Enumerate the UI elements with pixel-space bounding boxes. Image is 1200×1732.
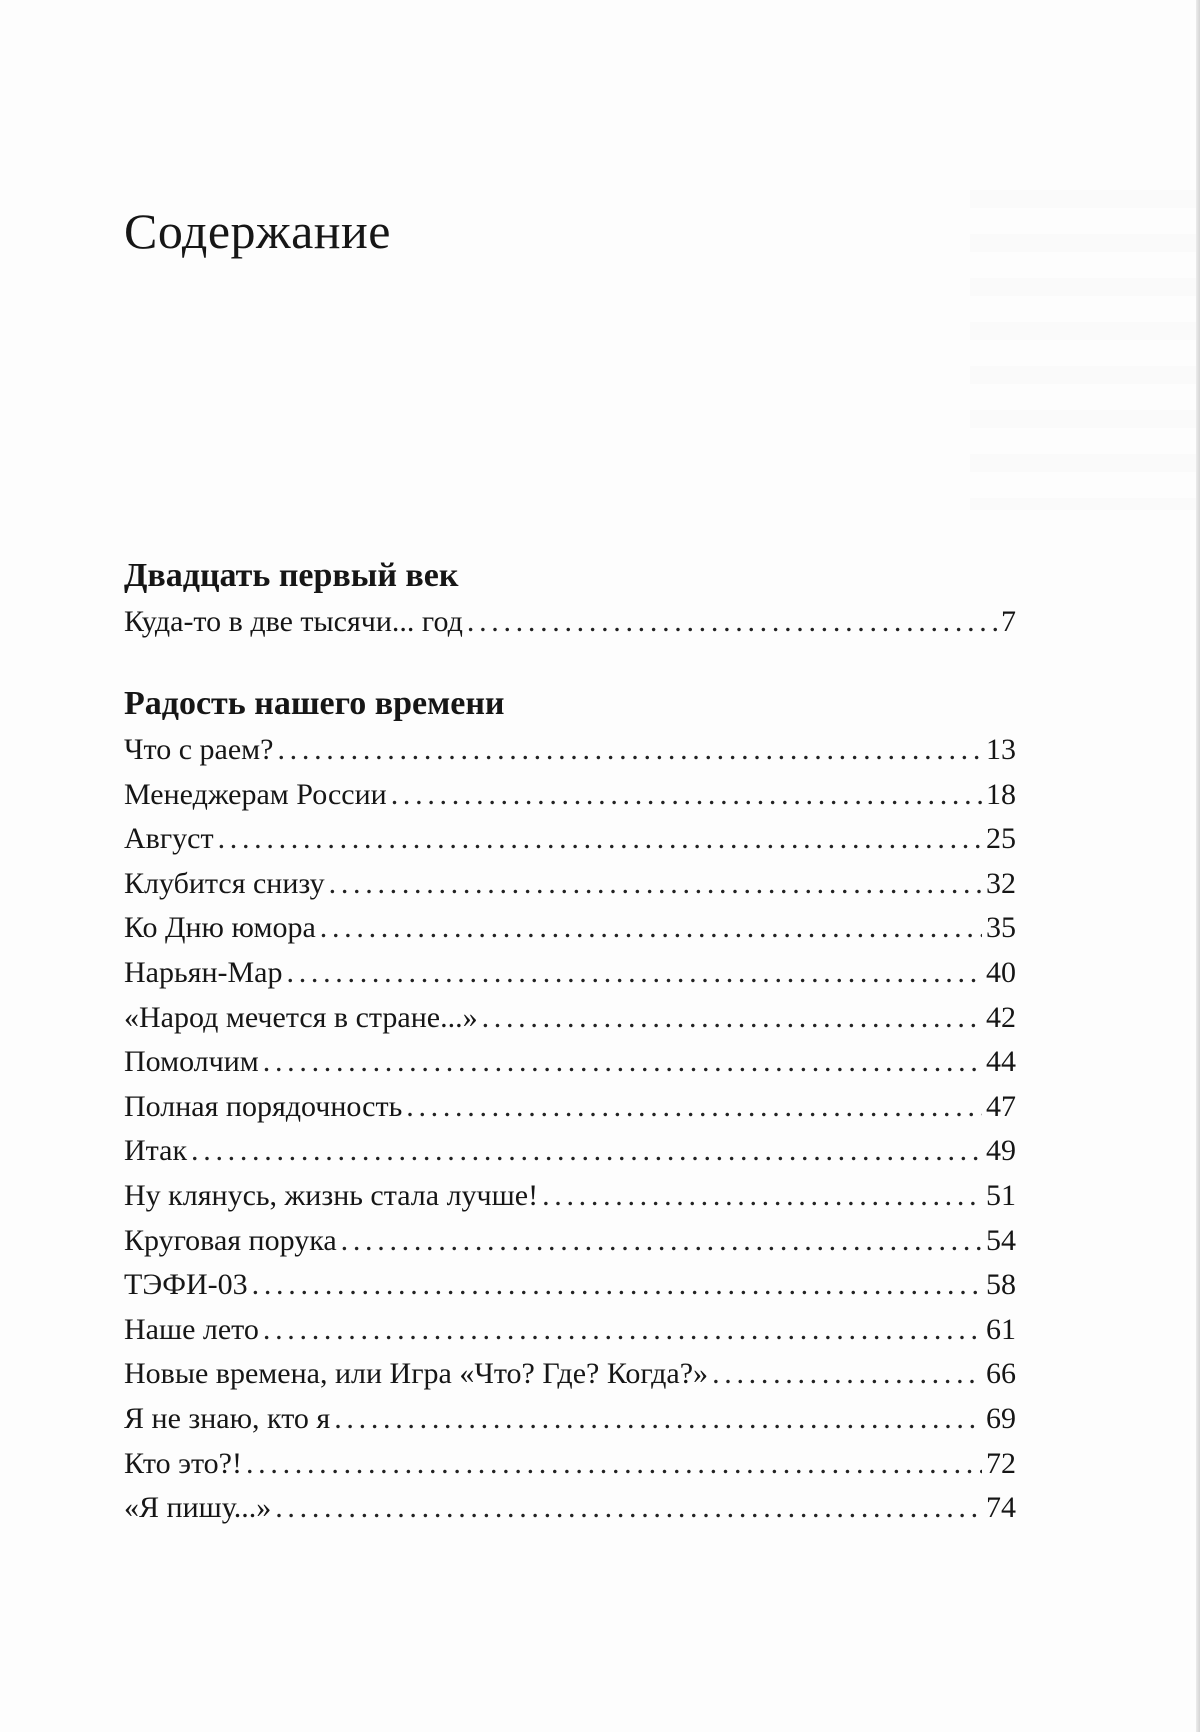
toc-entry-page-number: 69 <box>986 1401 1016 1435</box>
toc-entry <box>124 1352 1016 1397</box>
toc-entry-title: Август <box>124 822 214 856</box>
toc-entry-title: Помолчим <box>124 1045 259 1079</box>
toc-entry <box>124 996 1016 1041</box>
toc-entry-page-number: 58 <box>986 1268 1016 1302</box>
toc-entry-page-number: 18 <box>986 777 1016 811</box>
toc-entries <box>124 600 1016 645</box>
toc-entry <box>124 862 1016 907</box>
toc-entry-page-number: 72 <box>986 1446 1016 1480</box>
toc-entry-page-number: 49 <box>986 1134 1016 1168</box>
toc-entry <box>124 951 1016 996</box>
toc-entry-page-number: 25 <box>986 822 1016 856</box>
bleed-through-texture <box>970 190 1200 510</box>
toc-entry-title: Клубится снизу <box>124 866 325 900</box>
toc-entry-page-number: 66 <box>986 1357 1016 1391</box>
toc-section-1 <box>124 552 1016 645</box>
toc-entry-title: Ну клянусь, жизнь стала лучше! <box>124 1178 539 1212</box>
dot-leader <box>263 1308 982 1353</box>
toc-entry <box>124 600 1016 645</box>
toc-entry-page-number: 35 <box>986 911 1016 945</box>
toc-entry-page-number: 74 <box>986 1491 1016 1525</box>
toc-entries <box>124 728 1016 1531</box>
toc-entry-title: «Народ мечется в стране...» <box>124 1000 478 1034</box>
dot-leader <box>218 817 982 862</box>
dot-leader <box>482 996 982 1041</box>
toc-entry-page-number: 7 <box>1001 605 1016 638</box>
dot-leader <box>252 1263 982 1308</box>
toc-entry-title: Кто это?! <box>124 1446 242 1480</box>
dot-leader <box>406 1085 982 1130</box>
toc-entry <box>124 817 1016 862</box>
toc-entry <box>124 1085 1016 1130</box>
toc-entry-title: Нарьян-Мар <box>124 955 283 989</box>
dot-leader <box>329 862 982 907</box>
toc-entry <box>124 1397 1016 1442</box>
dot-leader <box>334 1397 982 1442</box>
toc-entry <box>124 906 1016 951</box>
toc-entry-title: Я не знаю, кто я <box>124 1401 331 1435</box>
dot-leader <box>277 728 982 773</box>
toc-entry-page-number: 13 <box>986 733 1016 766</box>
toc-entry <box>124 1129 1016 1174</box>
toc-entry <box>124 1219 1016 1264</box>
toc-entry-page-number: 40 <box>986 955 1016 989</box>
toc-entry-page-number: 47 <box>986 1089 1016 1123</box>
toc-entry-title: Итак <box>124 1134 188 1168</box>
toc-entry-page-number: 61 <box>986 1312 1016 1346</box>
toc-entry-title: Куда-то в две тысячи... год <box>124 605 463 638</box>
toc-entry <box>124 773 1016 818</box>
toc-entry <box>124 1040 1016 1085</box>
dot-leader <box>263 1040 982 1085</box>
toc-entry-title: Круговая порука <box>124 1223 337 1257</box>
dot-leader <box>275 1486 982 1531</box>
toc-section-2 <box>124 680 1016 1531</box>
dot-leader <box>191 1129 982 1174</box>
dot-leader <box>467 600 997 645</box>
toc-entry-page-number: 44 <box>986 1045 1016 1079</box>
dot-leader <box>341 1219 982 1264</box>
toc-entry <box>124 1174 1016 1219</box>
toc-entry-title: Новые времена, или Игра «Что? Где? Когда?» <box>124 1357 709 1391</box>
toc-entry-title: Наше лето <box>124 1312 259 1346</box>
section-heading: Двадцать первый век <box>124 557 459 594</box>
toc-entry <box>124 1486 1016 1531</box>
toc-entry-title: Что с раем? <box>124 733 274 766</box>
toc-entry-page-number: 51 <box>986 1178 1016 1212</box>
toc-entry-title: ТЭФИ-03 <box>124 1268 248 1302</box>
toc-entry <box>124 1308 1016 1353</box>
dot-leader <box>246 1442 982 1487</box>
toc-entry <box>124 728 1016 773</box>
toc-entry-title: Менеджерам России <box>124 777 387 811</box>
toc-entry-page-number: 42 <box>986 1000 1016 1034</box>
toc-entry-title: Полная порядочность <box>124 1089 403 1123</box>
section-heading: Радость нашего времени <box>124 685 505 722</box>
toc-entry <box>124 1442 1016 1487</box>
toc-entry-title: Ко Дню юмора <box>124 911 316 945</box>
page-title: Содержание <box>124 203 391 259</box>
toc-entry-page-number: 32 <box>986 866 1016 900</box>
dot-leader <box>391 773 982 818</box>
page-edge <box>1196 0 1200 1732</box>
dot-leader <box>320 906 982 951</box>
dot-leader <box>712 1352 982 1397</box>
dot-leader <box>542 1174 982 1219</box>
dot-leader <box>287 951 983 996</box>
toc-entry-page-number: 54 <box>986 1223 1016 1257</box>
toc-entry <box>124 1263 1016 1308</box>
toc-entry-title: «Я пишу...» <box>124 1491 272 1525</box>
